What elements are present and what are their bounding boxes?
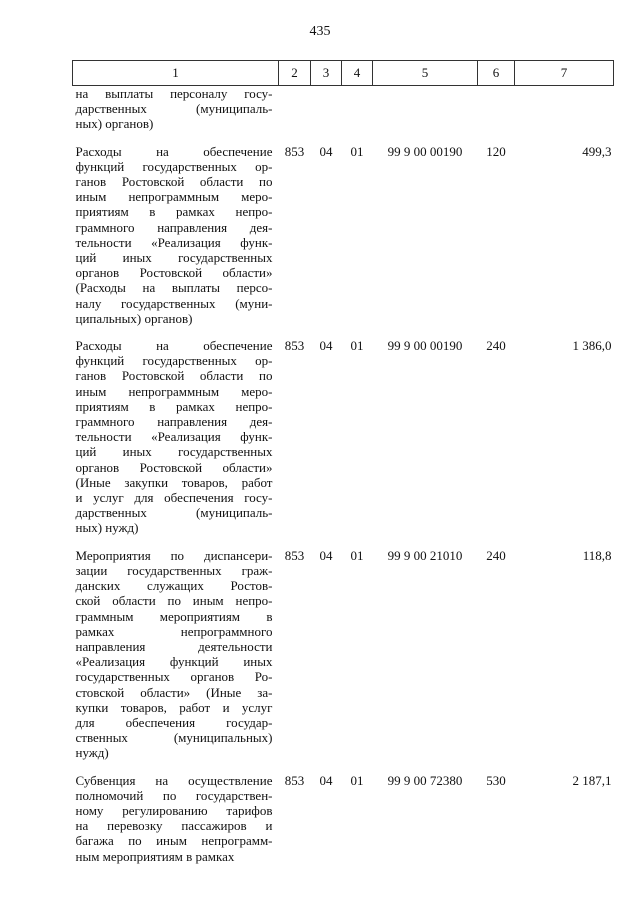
description-line: нужд) <box>75 745 109 761</box>
row-spacer <box>73 132 614 144</box>
row-description <box>73 86 279 132</box>
row-code-subsection: 01 <box>350 547 364 563</box>
column-header-2: 2 <box>279 61 311 86</box>
row-code-target-article: 99 9 00 00190 <box>387 143 463 159</box>
column-header-7: 7 <box>515 61 614 86</box>
row-code-admin: 853 <box>284 547 305 563</box>
description-line: рамках непрограммного <box>75 623 273 639</box>
description-line: стовской области» (Иные за- <box>75 684 273 700</box>
column-header-row <box>73 61 614 86</box>
description-line: иным непрограммным меро- <box>75 383 273 399</box>
description-line: Расходы на обеспечение <box>75 338 273 354</box>
description-line: иным непрограммным меро- <box>75 189 273 205</box>
row-code-section: 04 <box>319 338 333 354</box>
row-description <box>73 548 279 761</box>
row-code-target-article: 99 9 00 21010 <box>387 547 463 563</box>
row-code-section <box>311 86 342 132</box>
row-code-target-article <box>373 86 478 132</box>
row-code-section: 04 <box>319 772 333 788</box>
description-line: органов Ростовской области» <box>75 265 273 281</box>
description-line: на перевозку пассажиров и <box>75 818 273 834</box>
description-line: ской области по иным непро- <box>75 593 273 609</box>
row-code-admin: 853 <box>284 772 305 788</box>
row-code-subsection <box>342 86 373 132</box>
description-line: ным мероприятиям в рамках <box>75 848 235 864</box>
description-line: граммного направления дея- <box>75 414 273 430</box>
description-line: ганов Ростовской области по <box>75 368 273 384</box>
row-spacer <box>73 326 614 338</box>
row-code-subsection: 01 <box>350 143 364 159</box>
description-line: ственных (муниципальных) <box>75 730 273 746</box>
description-line: направления деятельности <box>75 638 273 654</box>
description-line: государственных органов Ро- <box>75 669 273 685</box>
row-description <box>73 773 279 864</box>
row-code-section: 04 <box>319 547 333 563</box>
row-spacer <box>73 536 614 548</box>
description-line: Расходы на обеспечение <box>75 143 273 159</box>
row-description <box>73 144 279 326</box>
table-body <box>73 86 614 864</box>
table-row <box>73 144 614 326</box>
row-code-admin: 853 <box>284 338 305 354</box>
description-line: (Иные закупки товаров, работ <box>75 474 273 490</box>
column-header-3: 3 <box>311 61 342 86</box>
table-row <box>73 548 614 761</box>
description-line: граммным мероприятиям в <box>75 608 273 624</box>
description-line: ному регулированию тарифов <box>75 802 273 818</box>
row-amount: 2 187,1 <box>572 772 612 788</box>
description-line: приятиям в рамках непро- <box>75 204 273 220</box>
description-line: ципальных) органов) <box>75 310 193 326</box>
row-code-admin <box>279 86 311 132</box>
row-code-target-article: 99 9 00 00190 <box>387 338 463 354</box>
table-row <box>73 86 614 132</box>
row-spacer-cell <box>73 536 614 548</box>
column-header-4: 4 <box>342 61 373 86</box>
row-code-subsection: 01 <box>350 772 364 788</box>
row-amount: 118,8 <box>582 547 612 563</box>
description-line: граммного направления дея- <box>75 219 273 235</box>
description-line: тельности «Реализация функ- <box>75 234 273 250</box>
row-spacer-cell <box>73 326 614 338</box>
row-spacer-cell <box>73 132 614 144</box>
row-code-expense-type: 120 <box>486 143 506 159</box>
row-code-expense-type: 530 <box>486 772 506 788</box>
description-line: зации государственных граж- <box>75 562 273 578</box>
description-line: Субвенция на осуществление <box>75 772 273 788</box>
description-line: Мероприятия по диспансери- <box>75 547 273 563</box>
description-line: налу государственных (муни- <box>75 295 273 311</box>
description-line: и услуг для обеспечения госу- <box>75 490 273 506</box>
table-row <box>73 338 614 536</box>
description-line: ных) органов) <box>75 116 154 132</box>
description-line: ций иных государственных <box>75 444 273 460</box>
description-line: органов Ростовской области» <box>75 459 273 475</box>
description-line: функций государственных ор- <box>75 353 273 369</box>
row-code-section: 04 <box>319 143 333 159</box>
row-spacer <box>73 761 614 773</box>
description-line: (Расходы на выплаты персо- <box>75 280 273 296</box>
description-line: багажа по иным непрограмм- <box>75 833 273 849</box>
row-spacer-cell <box>73 761 614 773</box>
row-amount: 499,3 <box>582 143 612 159</box>
row-code-target-article: 99 9 00 72380 <box>387 772 463 788</box>
row-code-expense-type <box>478 86 515 132</box>
row-description <box>73 338 279 536</box>
column-header-5: 5 <box>373 61 478 86</box>
description-line: приятиям в рамках непро- <box>75 398 273 414</box>
table-row <box>73 773 614 864</box>
description-line: полномочий по государствен- <box>75 787 273 803</box>
row-code-expense-type: 240 <box>486 547 506 563</box>
column-header-6: 6 <box>478 61 515 86</box>
row-amount: 1 386,0 <box>572 338 612 354</box>
budget-table <box>72 60 614 864</box>
row-amount <box>515 86 614 132</box>
description-line: ганов Ростовской области по <box>75 174 273 190</box>
description-line: дарственных (муниципаль- <box>75 101 273 117</box>
row-code-subsection: 01 <box>350 338 364 354</box>
description-line: ных) нужд) <box>75 520 139 536</box>
description-line: данских служащих Ростов- <box>75 578 273 594</box>
row-code-admin: 853 <box>284 143 305 159</box>
description-line: на выплаты персоналу госу- <box>75 86 273 101</box>
description-line: «Реализация функций иных <box>75 654 273 670</box>
description-line: для обеспечения государ- <box>75 714 273 730</box>
row-code-expense-type: 240 <box>486 338 506 354</box>
page-number: 435 <box>309 24 331 39</box>
description-line: ций иных государственных <box>75 250 273 266</box>
description-line: функций государственных ор- <box>75 158 273 174</box>
column-header-1: 1 <box>73 61 279 86</box>
description-line: дарственных (муниципаль- <box>75 505 273 521</box>
description-line: купки товаров, работ и услуг <box>75 699 273 715</box>
description-line: тельности «Реализация функ- <box>75 429 273 445</box>
